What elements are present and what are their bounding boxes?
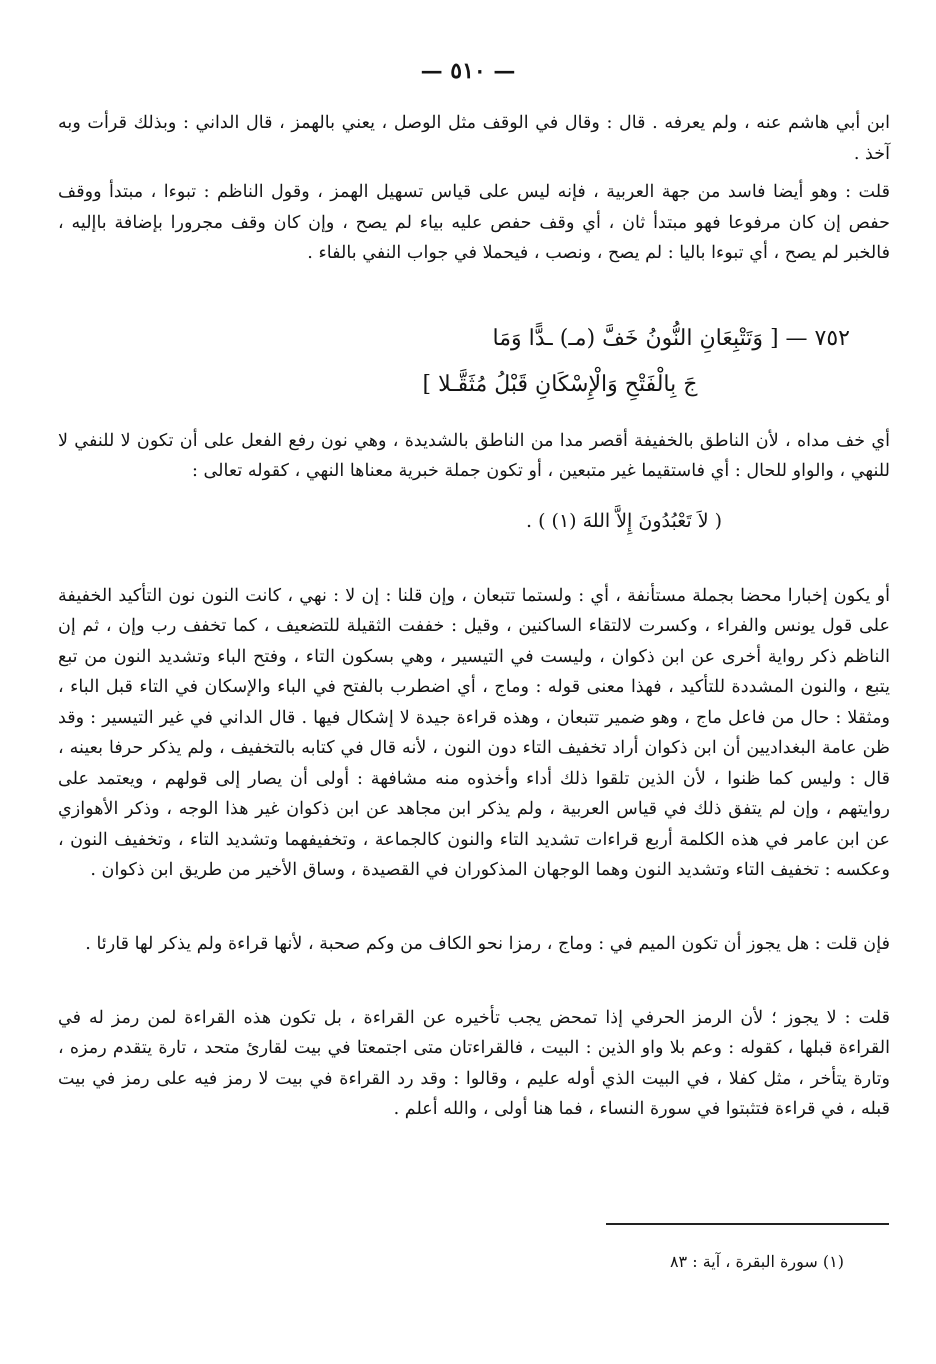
verse-number: ٧٥٢ <box>814 326 850 351</box>
verse-text-1: — [ وَتَتْبِعَانِ النُّونُ خَفَّ (مـ) ـدًّا وَمَا <box>492 326 808 351</box>
verse-line-1 <box>60 316 850 362</box>
paragraph-4: أو يكون إخبارا محضا بجملة مستأنفة ، أي : ولستما تتبعان ، وإن قلنا : إن لا : نهي ، كانت النون نون التأكيد الخفيفة على قول يونس والفراء ، وكسرت لالتقاء الساكنين ، وقيل : خففت الثقيلة للتضعيف ، كما تخفف رب وإن ، ثم إن الناظم ذكر رواية أخرى عن ابن ذكوان ، وليست في التيسير ، وهي بسكون التاء ، وفتح الباء وتشديد النون من تبع يتبع ، والنون المشددة للتأكيد ، فهذا معنى قوله : وماج ، أي اضطرب بالفتح في الباء والإسكان في التاء قبل الباء ، ومثقلا : حال من فاعل ماج ، وهو ضمير تتبعان ، وهذه قراءة جيدة لا إشكال فيها . قال الداني في غير التيسير : وقد ظن عامة البغداديين أن ابن ذكوان أراد تخفيف التاء دون النون ، لأنه قال في كتابه بالتخفيف ، ولم يذكر حرفا بعينه ، قال : وليس كما ظنوا ، لأن الذين تلقوا ذلك أداء وأخذوه منه مشافهة : أولى أن يصار إلى قولهم ، ويعتمد على روايتهم ، وإن لم يتفق ذلك في قياس العربية ، ولم يذكر ابن مجاهد عن ابن ذكوان غير هذا الوجه ، وذكر الأهوازي عن ابن عامر في هذه الكلمة أربع قراءات تشديد التاء والنون كالجماعة ، وتخفيفهما وتشديد التاء ، وتخفيف النون ، وعكسه : تخفيف التاء وتشديد النون وهما الوجهان المذكوران في القصيدة ، وساق الأخير من طريق ابن ذكوان . <box>58 585 890 881</box>
footnote: (١) سورة البقرة ، آية : ٨٣ <box>669 1252 844 1271</box>
quran-quote: ( لاَ تَعْبُدُونَ إِلاَّ اللهَ (١) ) . <box>526 509 722 532</box>
verse-line-2: جَ بِالْفَتْحِ وَالْإِسْكَانِ قَبْلُ مُثَقَّـلا ] <box>422 372 698 397</box>
paragraph-3: أي خف مداه ، لأن الناطق بالخفيفة أقصر مدا من الناطق بالشديدة ، وهي نون رفع الفعل على أن تكون لا للنفي لا للنهي ، والواو للحال : أي فاستقيما غير متبعين ، أو تكون جملة خبرية معناها النهي ، كقوله تعالى : <box>58 430 890 482</box>
footnote-separator <box>606 1223 889 1225</box>
paragraph-1: ابن أبي هاشم عنه ، ولم يعرفه . قال : وقال في الوقف مثل الوصل ، يعني بالهمز ، قال الداني : وبذلك قرأت وبه آخذ . <box>58 113 890 164</box>
page-number: — ٥١٠ — <box>420 58 516 84</box>
paragraph-6: قلت : لا يجوز ؛ لأن الرمز الحرفي إذا تمحض يجب تأخيره عن القراءة ، بل تكون هذه القراءة لمن رمز له في القراءة قبلها ، كقوله : وعم بلا واو الذين : البيت ، فالقراءتان متى اجتمعتا في بيت لقارئ متحد ، تارة يتقدم رمزه ، وتارة يتأخر ، مثل كفلا ، في البيت الذي أوله عليم ، وقالوا : وقد رد القراءة في بيت لا رمز فيه على رمز في بيت قبله ، في قراءة فتثبتوا في سورة النساء ، فما هنا أولى ، والله أعلم . <box>58 1007 890 1120</box>
body-top <box>58 108 890 269</box>
paragraph-5: فإن قلت : هل يجوز أن تكون الميم في : وماج ، رمزا نحو الكاف من وكم صحبة ، لأنها قراءة ولم يذكر لها قارئا . <box>85 933 890 954</box>
paragraph-2: قلت : وهو أيضا فاسد من جهة العربية ، فإنه ليس على قياس تسهيل الهمز ، وقول الناظم : تبوءا ، مبتدأ ووقف حفص إن كان مرفوعا فهو مبتدأ ثان ، أي وقف حفص عليه بياء لم يصح ، وإن كان وقف مجرورا بإضافة باإليه ، فالخبر لم يصح ، أي تبوءا باليا : لم يصح ، ونصب ، فيحملا في جواب النفي بالفاء . <box>58 182 890 263</box>
body-main <box>58 408 890 1142</box>
verse-block <box>60 316 850 408</box>
